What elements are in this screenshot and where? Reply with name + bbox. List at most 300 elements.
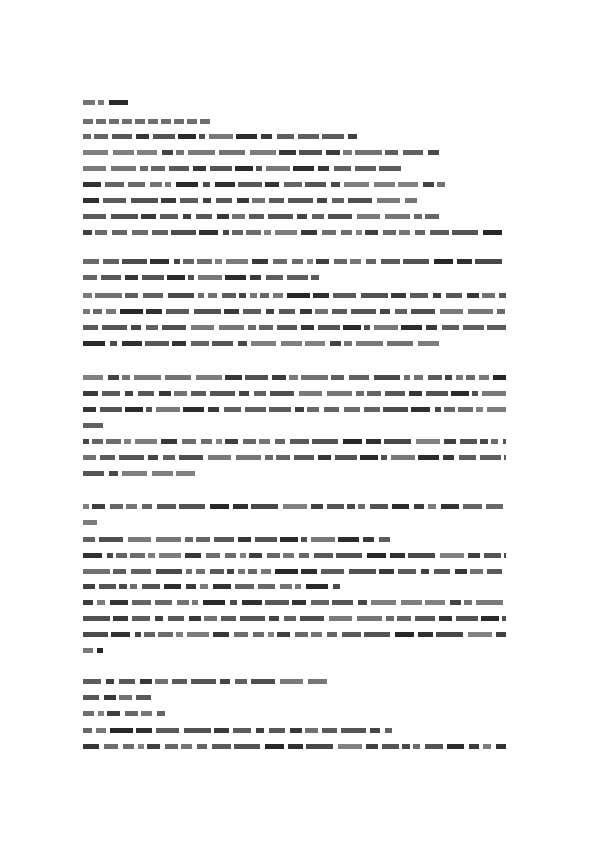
word-mark [366,259,376,264]
word-mark [258,584,275,589]
word-mark [292,600,306,605]
word-mark [418,455,439,460]
word-mark [132,616,150,621]
word-mark [234,744,260,749]
word-mark [83,632,108,637]
word-mark [316,259,329,264]
word-mark [157,711,165,716]
word-mark [113,569,126,574]
word-mark [428,150,439,155]
word-mark [224,309,239,314]
word-mark [213,632,229,637]
word-mark [397,616,411,621]
word-mark [333,293,356,298]
word-mark [238,182,262,187]
word-mark [364,407,380,412]
word-mark [493,375,506,380]
word-mark [503,439,506,444]
word-mark [214,537,234,542]
word-mark [106,309,116,314]
word-mark [308,679,327,684]
word-mark [83,309,90,314]
word-mark [161,439,177,444]
text-line [83,375,506,380]
word-mark [311,504,323,509]
word-mark [451,391,469,396]
word-mark [273,293,283,298]
word-mark [414,214,422,219]
word-mark [311,275,319,280]
word-mark [321,569,344,574]
word-mark [264,230,271,235]
word-mark [83,407,96,412]
word-mark [83,471,104,476]
word-mark [398,182,418,187]
word-mark [245,407,266,412]
word-mark [366,744,378,749]
word-mark [295,407,304,412]
word-mark [92,439,103,444]
word-mark [428,375,442,380]
word-mark [401,325,422,330]
word-mark [83,504,89,509]
text-line [83,198,417,203]
word-mark [343,325,361,330]
word-mark [237,198,249,203]
word-mark [138,391,154,396]
word-mark [409,391,422,396]
word-mark [203,198,211,203]
word-mark [251,679,275,684]
word-mark [299,553,309,558]
word-mark [83,695,99,700]
word-mark [111,166,136,171]
word-mark [112,230,127,235]
word-mark [272,375,286,380]
word-mark [93,309,102,314]
word-mark [83,616,110,621]
word-mark [106,679,114,684]
word-mark [119,455,144,460]
word-mark [141,214,156,219]
word-mark [183,407,204,412]
word-mark [180,198,198,203]
text-line [83,471,195,476]
word-mark [203,182,210,187]
word-mark [433,293,441,298]
word-mark [130,553,145,558]
word-mark [300,616,324,621]
word-mark [265,182,279,187]
word-mark [344,407,360,412]
word-mark [311,632,322,637]
word-mark [252,198,265,203]
word-mark [148,553,155,558]
word-mark [312,214,324,219]
word-mark [101,275,121,280]
word-mark [83,375,103,380]
word-mark [83,293,92,298]
word-mark [157,504,176,509]
word-mark [476,600,503,605]
word-mark [256,166,262,171]
word-mark [215,259,222,264]
word-mark [428,504,436,509]
word-mark [109,100,128,105]
word-mark [224,407,241,412]
word-mark [208,293,217,298]
word-mark [338,537,359,542]
word-mark [434,569,450,574]
word-mark [104,744,118,749]
word-mark [267,553,280,558]
word-mark [128,537,151,542]
word-mark [225,553,236,558]
word-mark [383,230,396,235]
word-mark [332,600,353,605]
word-mark [348,134,357,139]
word-mark [318,166,329,171]
word-mark [212,744,231,749]
word-mark [265,455,273,460]
word-mark [99,537,123,542]
word-mark [335,455,357,460]
word-mark [225,375,242,380]
word-mark [276,455,290,460]
word-mark [398,569,416,574]
word-mark [395,309,407,314]
word-mark [153,134,175,139]
word-mark [111,214,138,219]
word-mark [367,553,386,558]
word-mark [122,341,142,346]
word-mark [125,293,138,298]
word-mark [434,259,453,264]
word-mark [423,182,434,187]
word-mark [176,632,183,637]
word-mark [402,744,410,749]
word-mark [105,182,124,187]
word-mark [177,600,189,605]
word-mark [280,537,298,542]
word-mark [140,679,152,684]
word-mark [343,439,362,444]
word-mark [191,391,206,396]
word-mark [341,230,352,235]
word-mark [349,375,369,380]
text-line [83,391,506,396]
word-mark [401,600,422,605]
word-mark [269,728,285,733]
text-line [83,537,390,542]
word-mark [192,600,198,605]
word-mark [155,600,172,605]
word-mark [245,375,268,380]
word-mark [426,325,437,330]
word-mark [349,569,376,574]
word-mark [504,553,506,558]
word-mark [119,584,127,589]
word-mark [435,407,441,412]
word-mark [174,119,184,124]
word-mark [83,230,92,235]
word-mark [83,275,97,280]
word-mark [198,275,222,280]
word-mark [122,259,147,264]
word-mark [83,455,96,460]
text-line [83,214,439,219]
text-line [83,600,506,605]
word-mark [186,569,192,574]
word-mark [125,407,143,412]
text-line [83,744,506,749]
word-mark [242,600,262,605]
text-line [83,230,506,235]
word-mark [125,391,133,396]
text-line [83,648,103,653]
word-mark [259,439,270,444]
word-mark [338,744,362,749]
word-mark [210,166,232,171]
word-mark [479,375,489,380]
word-mark [131,325,141,330]
word-mark [348,198,372,203]
text-line [83,455,506,460]
word-mark [98,711,104,716]
word-mark [147,744,160,749]
word-mark [405,198,417,203]
word-mark [444,439,456,444]
word-mark [418,341,439,346]
word-mark [334,259,347,264]
word-mark [476,407,483,412]
word-mark [222,293,236,298]
word-mark [273,259,287,264]
word-mark [327,632,337,637]
word-mark [411,407,430,412]
word-mark [385,391,405,396]
word-mark [83,520,97,525]
word-mark [371,600,396,605]
word-mark [131,198,158,203]
word-mark [491,439,498,444]
word-mark [83,648,93,653]
word-mark [174,391,187,396]
word-mark [255,537,277,542]
word-mark [122,119,132,124]
word-mark [290,728,302,733]
word-mark [381,455,387,460]
word-mark [83,182,101,187]
word-mark [287,293,310,298]
word-mark [162,325,186,330]
word-mark [186,584,196,589]
word-mark [442,325,459,330]
text-line [83,569,506,574]
word-mark [191,679,216,684]
word-mark [83,100,95,105]
word-mark [463,504,482,509]
word-mark [307,259,313,264]
word-mark [134,375,161,380]
word-mark [441,504,459,509]
word-mark [83,744,99,749]
word-mark [181,744,192,749]
word-mark [414,504,424,509]
text-line [83,695,155,700]
word-mark [322,230,336,235]
word-mark [135,119,145,124]
word-mark [480,439,488,444]
text-line [83,679,327,684]
word-mark [377,198,400,203]
word-mark [83,198,99,203]
word-mark [165,182,171,187]
word-mark [415,616,435,621]
word-mark [301,537,307,542]
word-mark [306,744,333,749]
word-mark [178,134,196,139]
word-mark [155,616,163,621]
word-mark [138,744,144,749]
word-mark [484,553,501,558]
word-mark [469,744,479,749]
word-mark [109,119,119,124]
word-mark [163,455,175,460]
word-mark [191,325,214,330]
word-mark [183,259,194,264]
word-mark [305,341,325,346]
word-mark [119,679,135,684]
word-mark [95,293,122,298]
word-mark [277,632,290,637]
word-mark [111,632,130,637]
word-mark [136,695,151,700]
word-mark [185,553,201,558]
word-mark [266,166,290,171]
word-mark [194,309,221,314]
word-mark [466,375,475,380]
word-mark [313,293,329,298]
word-mark [208,455,231,460]
text-line [83,309,506,314]
word-mark [223,230,229,235]
word-mark [363,537,374,542]
word-mark [487,407,506,412]
word-mark [298,134,319,139]
word-mark [391,455,415,460]
word-mark [110,600,128,605]
word-mark [295,632,308,637]
word-mark [481,616,499,621]
word-mark [365,230,378,235]
word-mark [440,309,463,314]
word-mark [440,553,464,558]
word-mark [414,375,423,380]
word-mark [161,198,176,203]
word-mark [219,325,244,330]
word-mark [183,214,191,219]
word-mark [221,616,236,621]
word-mark [210,569,224,574]
word-mark [119,695,132,700]
word-mark [174,259,180,264]
word-mark [112,134,132,139]
word-mark [486,504,503,509]
word-mark [275,569,298,574]
word-mark [343,150,352,155]
word-mark [383,407,408,412]
word-mark [146,407,152,412]
word-mark [156,407,180,412]
word-mark [103,259,119,264]
word-mark [487,569,502,574]
word-mark [132,230,148,235]
word-mark [301,569,317,574]
word-mark [281,341,302,346]
word-mark [142,584,160,589]
word-mark [232,214,245,219]
word-mark [256,728,264,733]
word-mark [197,744,207,749]
word-mark [131,569,151,574]
word-mark [102,391,120,396]
word-mark [344,182,369,187]
word-mark [165,375,191,380]
word-mark [356,341,383,346]
word-mark [336,553,362,558]
word-mark [132,600,151,605]
word-mark [83,553,102,558]
word-mark [358,504,365,509]
word-mark [277,134,294,139]
word-mark [327,391,352,396]
word-mark [261,569,271,574]
word-mark [201,439,212,444]
word-mark [266,275,283,280]
word-mark [159,553,181,558]
text-line [83,293,506,298]
word-mark [110,341,117,346]
word-mark [156,537,181,542]
text-line [83,182,449,187]
word-mark [125,711,138,716]
word-mark [83,134,91,139]
word-mark [226,259,248,264]
word-mark [83,584,95,589]
word-mark [182,439,196,444]
word-mark [103,198,126,203]
word-mark [297,214,307,219]
word-mark [100,455,115,460]
word-mark [169,166,189,171]
word-mark [318,455,331,460]
word-mark [217,214,229,219]
word-mark [203,600,225,605]
word-mark [109,471,118,476]
word-mark [206,553,220,558]
word-mark [209,134,233,139]
word-mark [279,309,295,314]
word-mark [143,293,163,298]
word-mark [179,455,203,460]
word-mark [83,166,106,171]
word-mark [196,537,210,542]
word-mark [239,391,249,396]
word-mark [83,119,93,124]
word-mark [305,182,326,187]
text-line [83,616,506,621]
